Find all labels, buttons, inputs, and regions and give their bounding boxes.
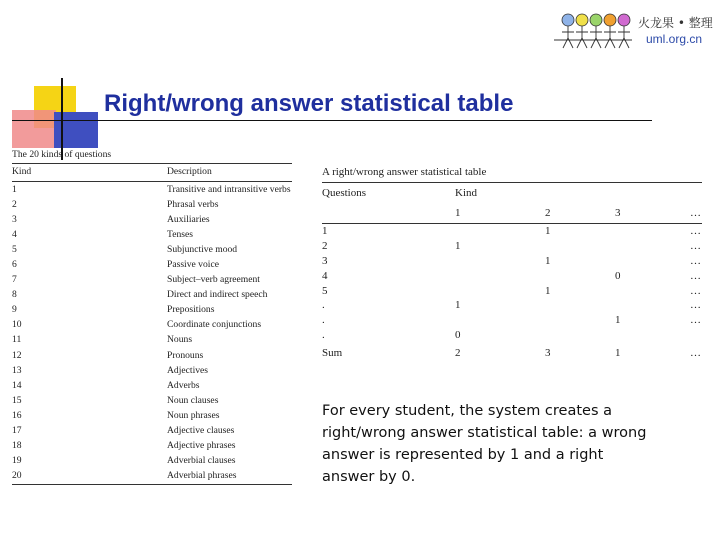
logo-cn-text: 火龙果 • 整理 [638,16,713,30]
kinds-table-row [12,257,292,272]
title-rule [12,120,652,121]
stat-table-row [322,328,702,343]
decor-red-square [12,110,56,148]
cell-kind-2: 1 [545,284,551,297]
kinds-table-row [12,288,292,303]
kind-column-more: … [690,207,702,219]
kind-column-3: 3 [615,207,621,219]
description-text: For every student, the system creates a right/wrong answer statistical table: a wrong answer is represented by 1 and a right answer by 0. [322,403,647,485]
question-number: 2 [322,240,328,253]
kind-number: 2 [12,198,17,210]
kinds-table-row [12,393,292,408]
logo-figures-icon [552,8,638,54]
kinds-table-row [12,469,292,484]
kind-description: Adjectives [167,364,209,376]
logo [552,8,712,54]
kind-number: 6 [12,258,17,270]
sum-label: Sum [322,347,343,360]
kind-column-2: 2 [545,207,551,219]
question-number: . [322,328,325,341]
kind-number: 12 [12,349,22,361]
kinds-table-row [12,242,292,257]
cell-more: … [690,269,702,282]
stat-header-row [322,183,702,203]
kind-number: 11 [12,334,22,346]
kind-description: Adverbial phrases [167,470,237,482]
header-kind: Kind [12,166,32,178]
kinds-table-caption: The 20 kinds of questions [12,149,112,160]
question-number: 4 [322,269,328,282]
kind-number: 3 [12,213,17,225]
kind-number: 4 [12,228,17,240]
kind-description: Passive voice [167,258,219,270]
sum-kind-2: 3 [545,347,551,360]
kind-description: Adverbial clauses [167,455,236,467]
kinds-table-row [12,454,292,469]
kinds-table-row [12,424,292,439]
question-number: . [322,314,325,327]
kind-description: Pronouns [167,349,204,361]
kind-number: 8 [12,289,17,301]
kinds-table-body [12,182,292,484]
kinds-table-row [12,273,292,288]
stat-table-row [322,254,702,269]
stat-table-row [322,239,702,254]
stat-sum-row [322,342,702,364]
cell-more: … [690,314,702,327]
stat-table-body [322,224,702,342]
kinds-table-row [12,408,292,423]
stat-table-caption: A right/wrong answer statistical table [322,166,487,178]
sum-kind-1: 2 [455,347,461,360]
question-number: 3 [322,254,328,267]
sum-kind-3: 1 [615,347,621,360]
kind-number: 15 [12,394,22,406]
stat-table-row [322,268,702,283]
kind-number: 19 [12,455,22,467]
kinds-table-row [12,303,292,318]
cell-more: … [690,240,702,253]
kinds-table-row [12,378,292,393]
kinds-table-row [12,212,292,227]
kind-description: Auxiliaries [167,213,210,225]
cell-more: … [690,225,702,238]
kind-number: 10 [12,319,22,331]
kinds-table-row [12,197,292,212]
kinds-table-row [12,318,292,333]
kind-number: 16 [12,409,22,421]
kind-description: Adjective phrases [167,440,236,452]
kinds-table-row [12,363,292,378]
table-rule [12,484,292,485]
cell-more: … [690,254,702,267]
kind-number: 7 [12,274,17,286]
kinds-table-row [12,227,292,242]
kind-number: 13 [12,364,22,376]
kind-description: Transitive and intransitive verbs [167,183,291,195]
cell-kind-3: 0 [615,269,621,282]
cell-kind-1: 1 [455,299,461,312]
kinds-table-row [12,348,292,363]
kind-description: Subject–verb agreement [167,274,260,286]
stat-table [322,166,702,364]
cell-kind-3: 1 [615,314,621,327]
kinds-table-row [12,182,292,197]
kind-description: Tenses [167,228,193,240]
stat-table-row [322,298,702,313]
stat-table-row [322,313,702,328]
stat-kind-columns [322,203,702,223]
decor-vertical-line [61,78,63,160]
kind-description: Subjunctive mood [167,243,238,255]
cell-kind-2: 1 [545,225,551,238]
kind-number: 1 [12,183,17,195]
kind-description: Direct and indirect speech [167,289,268,301]
kind-description: Prepositions [167,304,215,316]
cell-more: … [690,284,702,297]
header-kind: Kind [455,187,477,199]
kind-description: Adjective clauses [167,425,235,436]
kind-description: Noun clauses [167,394,219,406]
kind-description: Phrasal verbs [167,198,219,210]
cell-more: … [690,299,702,312]
kind-column-1: 1 [455,207,461,219]
kind-number: 17 [12,425,22,436]
kinds-table-row [12,333,292,348]
sum-more: … [690,347,702,360]
cell-kind-1: 0 [455,328,461,341]
kind-description: Nouns [167,334,193,346]
kind-number: 14 [12,379,22,391]
kinds-table-header [12,164,292,181]
kind-number: 18 [12,440,22,452]
kind-number: 5 [12,243,17,255]
question-number: . [322,299,325,312]
kind-description: Coordinate conjunctions [167,319,262,331]
kinds-table-row [12,439,292,454]
kinds-table [12,150,292,485]
header-description: Description [167,166,212,178]
kind-description: Adverbs [167,379,200,391]
kind-number: 20 [12,470,22,482]
header-questions: Questions [322,187,366,199]
logo-url: uml.org.cn [646,32,703,46]
kind-number: 9 [12,304,17,316]
kind-description: Noun phrases [167,409,220,421]
question-number: 1 [322,225,328,238]
stat-table-row [322,224,702,239]
slide-title: Right/wrong answer statistical table [104,90,514,117]
question-number: 5 [322,284,328,297]
stat-table-row [322,283,702,298]
cell-kind-2: 1 [545,254,551,267]
cell-kind-1: 1 [455,240,461,253]
